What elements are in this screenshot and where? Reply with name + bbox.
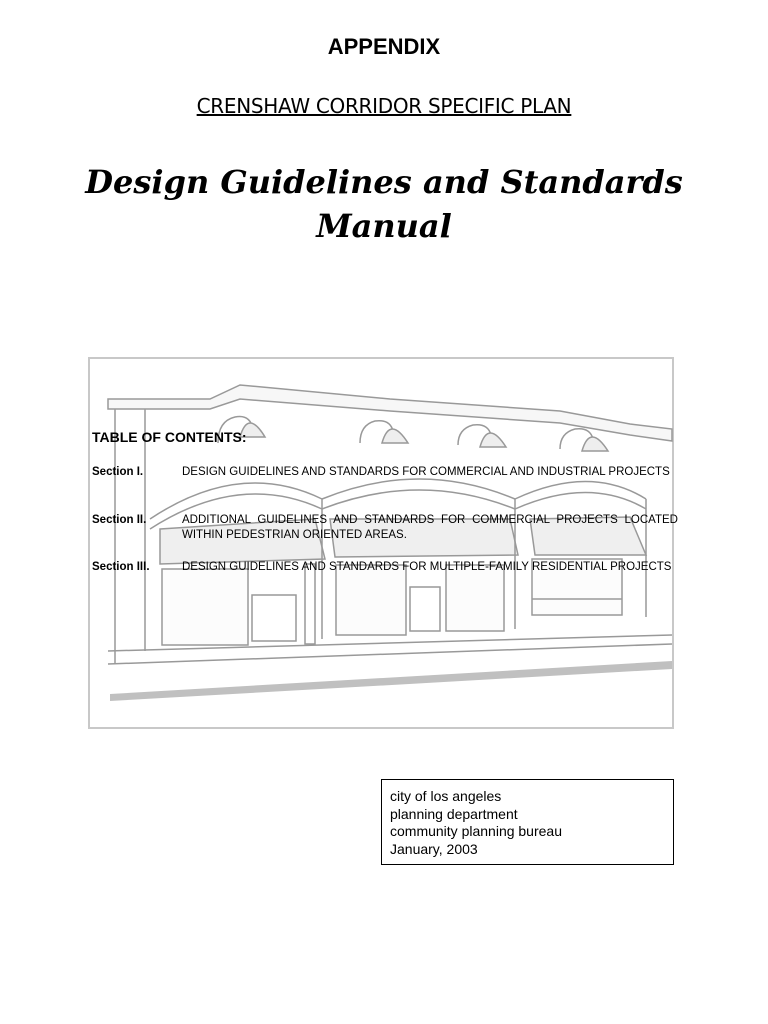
publisher-line: community planning bureau xyxy=(390,823,562,839)
plan-title: CRENSHAW CORRIDOR SPECIFIC PLAN xyxy=(196,94,572,118)
section-text: DESIGN GUIDELINES AND STANDARDS FOR COMMERCIAL AND INDUSTRIAL PROJECTS xyxy=(182,466,670,478)
manual-title-line1: Design Guidelines and Standards xyxy=(85,163,683,201)
section-text: DESIGN GUIDELINES AND STANDARDS FOR MULTIPLE-FAMILY RESIDENTIAL PROJECTS xyxy=(182,561,672,573)
publisher-line: planning department xyxy=(390,805,518,822)
publisher-date: January, 2003 xyxy=(390,840,478,857)
publisher-line: city of los angeles xyxy=(390,788,502,804)
appendix-heading: APPENDIX xyxy=(327,34,441,59)
publisher-box xyxy=(381,779,674,865)
storefront-illustration xyxy=(90,359,676,731)
section-text: ADDITIONAL GUIDELINES AND STANDARDS FOR COMMERCIAL PROJECTS LOCATED WITHIN PEDESTRIAN ORIENTED AREAS. xyxy=(182,514,678,541)
toc-title: TABLE OF CONTENTS: xyxy=(92,429,247,445)
manual-title xyxy=(0,160,768,248)
section-label: Section II. xyxy=(92,514,147,526)
storefront-figure xyxy=(88,357,678,729)
section-label: Section III. xyxy=(92,561,150,573)
manual-title-line2: Manual xyxy=(316,207,452,245)
section-label: Section I. xyxy=(92,466,144,478)
